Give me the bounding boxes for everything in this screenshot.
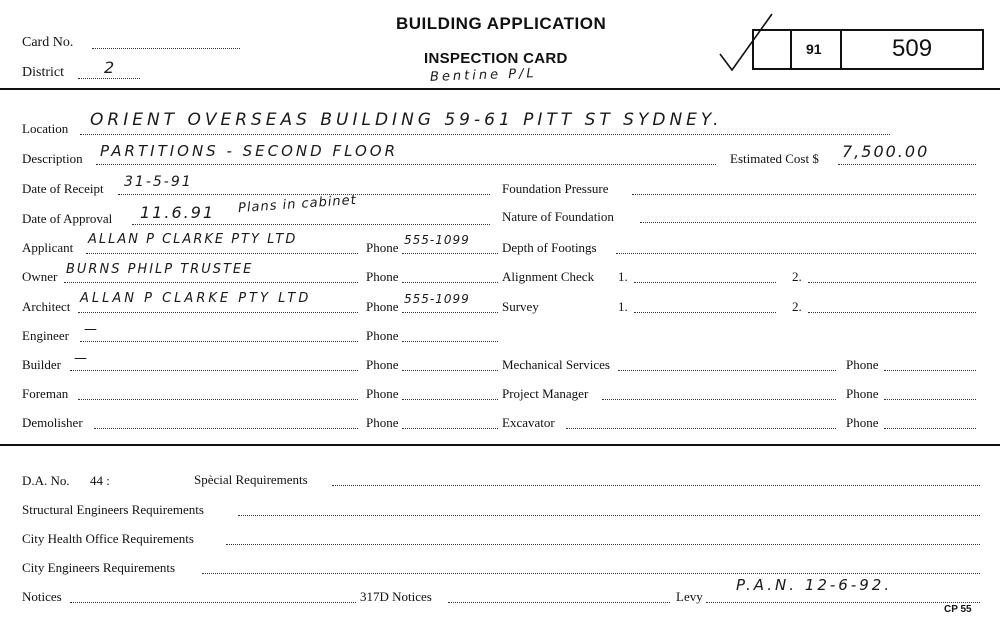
survey-2-line[interactable]: [808, 312, 976, 313]
form-code: CP 55: [944, 604, 972, 615]
date-receipt-label: Date of Receipt: [22, 181, 104, 196]
architect-phone-value: 555-1099: [404, 292, 470, 306]
structural-requirements-line[interactable]: [238, 515, 980, 516]
date-approval-value: 11.6.91: [140, 203, 216, 222]
nature-foundation-line[interactable]: [640, 222, 976, 223]
description-label: Description: [22, 151, 83, 166]
survey-label: Survey: [502, 299, 539, 314]
owner-label: Owner: [22, 269, 58, 284]
district-value: 2: [104, 58, 117, 77]
foreman-phone-line[interactable]: [402, 399, 498, 400]
title-annotation: Bentine P/L: [429, 66, 537, 85]
project-manager-line[interactable]: [602, 399, 836, 400]
excavator-phone-label: Phone: [846, 415, 879, 430]
alignment-2-label: 2.: [792, 269, 802, 284]
demolisher-line[interactable]: [94, 428, 358, 429]
estimated-cost-label: Estimated Cost $: [730, 151, 819, 166]
survey-1-line[interactable]: [634, 312, 776, 313]
notices-label: Notices: [22, 589, 62, 604]
application-number-box: [752, 29, 984, 70]
owner-phone-label: Phone: [366, 269, 399, 284]
structural-requirements-label: Structural Engineers Requirements: [22, 502, 204, 517]
foundation-pressure-label: Foundation Pressure: [502, 181, 609, 196]
architect-phone-line[interactable]: [402, 312, 498, 313]
applicant-phone-value: 555-1099: [404, 233, 470, 247]
depth-footings-label: Depth of Footings: [502, 240, 597, 255]
location-line[interactable]: [80, 134, 890, 135]
section-divider: [0, 444, 1000, 446]
application-year: 91: [806, 41, 822, 57]
notices-317d-line[interactable]: [448, 602, 670, 603]
builder-phone-line[interactable]: [402, 370, 498, 371]
depth-footings-line[interactable]: [616, 253, 976, 254]
architect-line[interactable]: [78, 312, 358, 313]
special-requirements-label: Spècial Requirements: [194, 472, 308, 487]
levy-line[interactable]: [706, 602, 980, 603]
foundation-pressure-line[interactable]: [632, 194, 976, 195]
form-title: BUILDING APPLICATION: [396, 14, 607, 33]
city-engineers-line[interactable]: [202, 573, 980, 574]
location-value: ORIENT OVERSEAS BUILDING 59-61 PITT ST SYDNEY.: [90, 110, 723, 130]
date-approval-line[interactable]: [132, 224, 490, 225]
engineer-line[interactable]: [80, 341, 358, 342]
card-no-line[interactable]: [92, 48, 240, 49]
application-number: 509: [892, 35, 933, 62]
box-divider: [840, 31, 842, 68]
applicant-line[interactable]: [86, 253, 358, 254]
da-no-value: 44 :: [90, 473, 110, 488]
architect-value: ALLAN P CLARKE PTY LTD: [80, 291, 312, 306]
pm-phone-line[interactable]: [884, 399, 976, 400]
mech-phone-label: Phone: [846, 357, 879, 372]
city-engineers-label: City Engineers Requirements: [22, 560, 176, 575]
header-divider: [0, 88, 1000, 90]
architect-phone-label: Phone: [366, 299, 399, 314]
owner-line[interactable]: [64, 282, 358, 283]
builder-phone-label: Phone: [366, 357, 399, 372]
builder-value: —: [74, 351, 89, 366]
estimated-cost-line[interactable]: [838, 164, 976, 165]
demolisher-phone-line[interactable]: [402, 428, 498, 429]
date-receipt-value: 31-5-91: [124, 174, 193, 190]
survey-1-label: 1.: [618, 299, 628, 314]
card-no-label: Card No.: [22, 35, 74, 50]
levy-value: P.A.N. 12-6-92.: [736, 576, 893, 594]
engineer-label: Engineer: [22, 328, 69, 343]
date-approval-label: Date of Approval: [22, 211, 113, 226]
demolisher-label: Demolisher: [22, 415, 83, 430]
date-receipt-line[interactable]: [118, 194, 490, 195]
engineer-value: —: [84, 322, 99, 337]
special-requirements-line[interactable]: [332, 485, 980, 486]
builder-label: Builder: [22, 357, 61, 372]
notices-317d-label: 317D Notices: [360, 589, 432, 604]
mech-services-line[interactable]: [618, 370, 836, 371]
architect-label: Architect: [22, 299, 71, 314]
alignment-1-line[interactable]: [634, 282, 776, 283]
description-value: PARTITIONS - SECOND FLOOR: [100, 142, 399, 160]
foreman-line[interactable]: [78, 399, 358, 400]
builder-line[interactable]: [70, 370, 358, 371]
health-requirements-label: City Health Office Requirements: [22, 531, 194, 546]
alignment-label: Alignment Check: [502, 269, 595, 284]
applicant-value: ALLAN P CLARKE PTY LTD: [88, 232, 298, 247]
project-manager-label: Project Manager: [502, 386, 589, 401]
applicant-label: Applicant: [22, 240, 74, 255]
location-label: Location: [22, 121, 69, 136]
foreman-label: Foreman: [22, 386, 69, 401]
nature-foundation-label: Nature of Foundation: [502, 209, 614, 224]
levy-label: Levy: [676, 589, 703, 604]
excavator-label: Excavator: [502, 415, 555, 430]
estimated-cost-value: 7,500.00: [842, 142, 930, 161]
date-approval-note: Plans in cabinet: [237, 192, 358, 217]
owner-value: BURNS PHILP TRUSTEE: [66, 262, 254, 277]
alignment-2-line[interactable]: [808, 282, 976, 283]
excavator-phone-line[interactable]: [884, 428, 976, 429]
survey-2-label: 2.: [792, 299, 802, 314]
pm-phone-label: Phone: [846, 386, 879, 401]
form-subtitle: INSPECTION CARD: [424, 50, 568, 67]
box-divider: [790, 31, 792, 68]
foreman-phone-label: Phone: [366, 386, 399, 401]
health-requirements-line[interactable]: [226, 544, 980, 545]
da-no-label: D.A. No.: [22, 473, 70, 488]
owner-phone-line[interactable]: [402, 282, 498, 283]
demolisher-phone-label: Phone: [366, 415, 399, 430]
district-line[interactable]: [78, 78, 140, 79]
district-label: District: [22, 65, 64, 80]
engineer-phone-line[interactable]: [402, 341, 498, 342]
mech-phone-line[interactable]: [884, 370, 976, 371]
applicant-phone-label: Phone: [366, 240, 399, 255]
excavator-line[interactable]: [566, 428, 836, 429]
applicant-phone-line[interactable]: [402, 253, 498, 254]
description-line[interactable]: [96, 164, 716, 165]
alignment-1-label: 1.: [618, 269, 628, 284]
notices-line[interactable]: [70, 602, 356, 603]
mech-services-label: Mechanical Services: [502, 357, 610, 372]
engineer-phone-label: Phone: [366, 328, 399, 343]
